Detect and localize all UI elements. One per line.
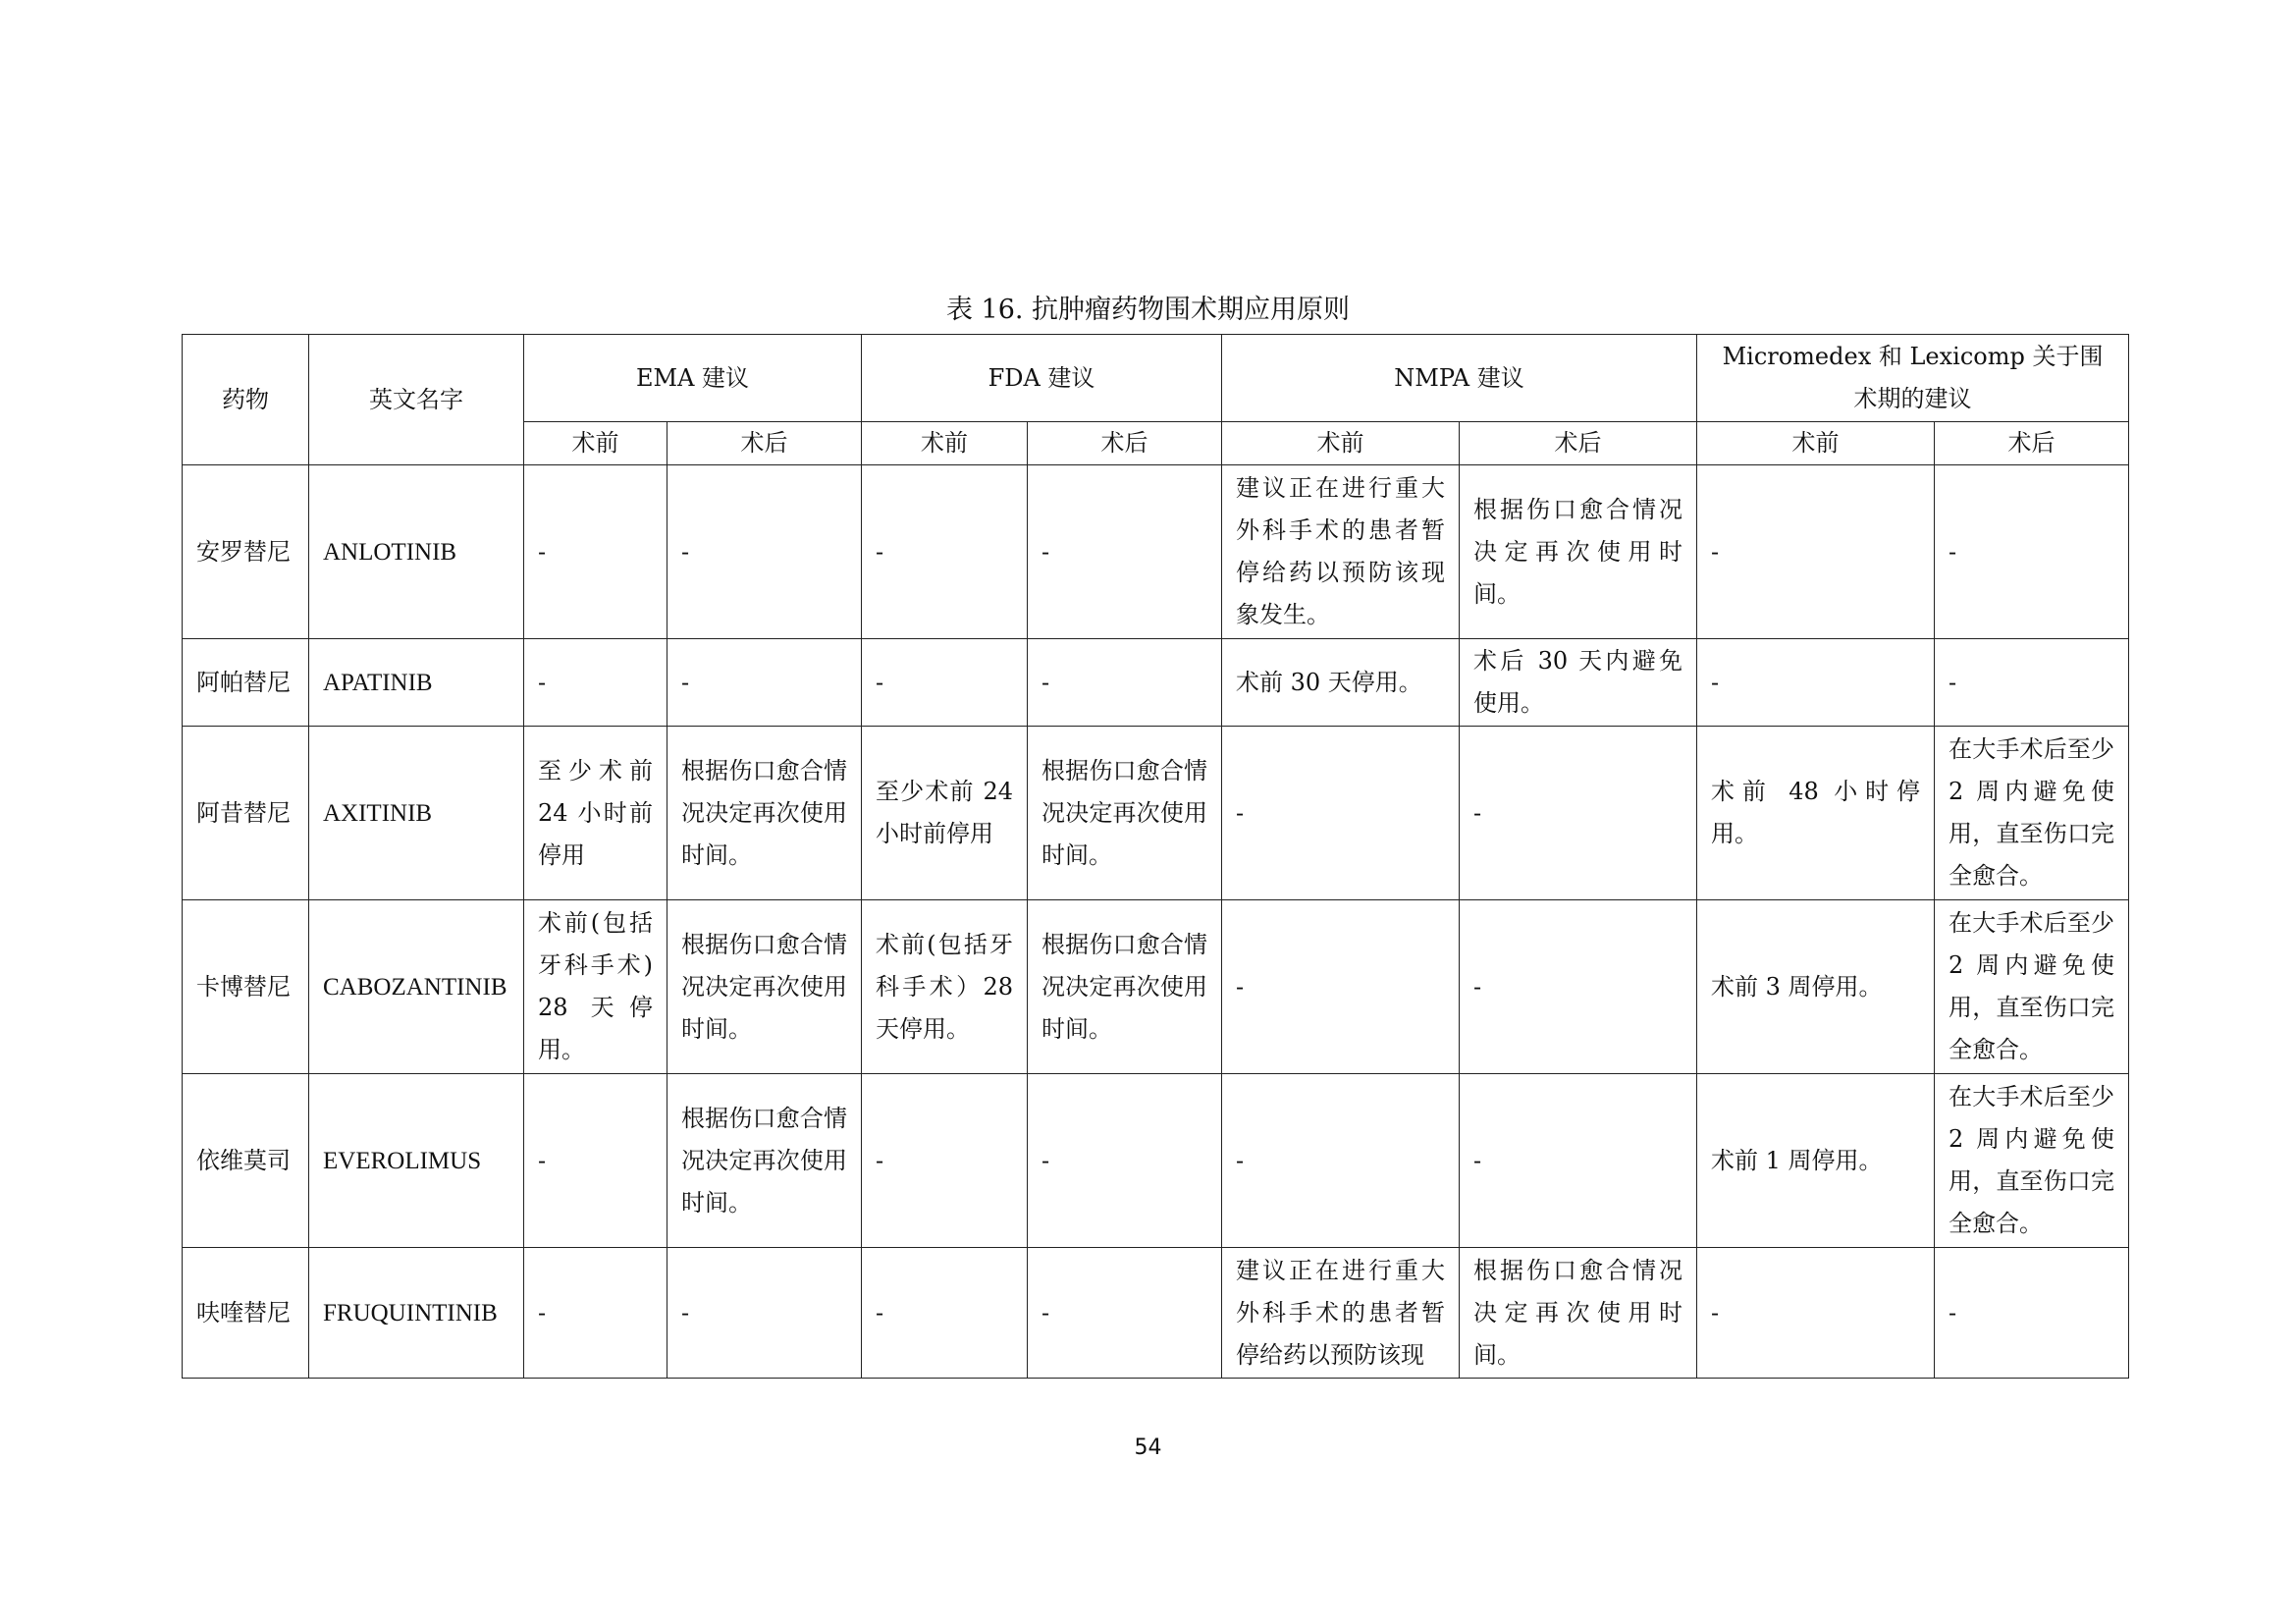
mm-post-cell: - xyxy=(1935,465,2129,639)
nmpa-post-cell: 根据伤口愈合情况决定再次使用时间。 xyxy=(1460,1248,1697,1379)
fda-pre-cell: 术前(包括牙科手术）28 天停用。 xyxy=(862,900,1028,1074)
nmpa-pre-cell: 术前 30 天停用。 xyxy=(1222,639,1460,727)
header-english-name: 英文名字 xyxy=(309,335,524,465)
subheader-nmpa-pre: 术前 xyxy=(1222,422,1460,465)
ema-post-cell: 根据伤口愈合情况决定再次使用时间。 xyxy=(667,1074,862,1248)
subheader-mm-post: 术后 xyxy=(1935,422,2129,465)
subheader-nmpa-post: 术后 xyxy=(1460,422,1697,465)
subheader-ema-pre: 术前 xyxy=(524,422,667,465)
fda-post-cell: - xyxy=(1028,1248,1222,1379)
table-row xyxy=(183,639,2129,727)
ema-pre-cell: 至少术前 24 小时前停用 xyxy=(524,727,667,900)
fda-pre-cell: - xyxy=(862,1248,1028,1379)
fda-pre-cell: - xyxy=(862,1074,1028,1248)
drug-cell: 呋喹替尼 xyxy=(183,1248,309,1379)
nmpa-pre-cell: - xyxy=(1222,900,1460,1074)
ema-post-cell: - xyxy=(667,639,862,727)
nmpa-post-cell: - xyxy=(1460,900,1697,1074)
header-drug: 药物 xyxy=(183,335,309,465)
mm-post-cell: 在大手术后至少 2 周内避免使用，直至伤口完全愈合。 xyxy=(1935,900,2129,1074)
english-name-cell: FRUQUINTINIB xyxy=(309,1248,524,1379)
drug-cell: 安罗替尼 xyxy=(183,465,309,639)
fda-post-cell: 根据伤口愈合情况决定再次使用时间。 xyxy=(1028,900,1222,1074)
nmpa-pre-cell: - xyxy=(1222,727,1460,900)
ema-post-cell: - xyxy=(667,1248,862,1379)
header-nmpa: NMPA 建议 xyxy=(1222,335,1697,422)
table-row xyxy=(183,1248,2129,1379)
subheader-fda-post: 术后 xyxy=(1028,422,1222,465)
ema-post-cell: - xyxy=(667,465,862,639)
ema-pre-cell: - xyxy=(524,1074,667,1248)
mm-pre-cell: - xyxy=(1697,465,1935,639)
subheader-mm-pre: 术前 xyxy=(1697,422,1935,465)
fda-post-cell: - xyxy=(1028,639,1222,727)
english-name-cell: CABOZANTINIB xyxy=(309,900,524,1074)
perioperative-table xyxy=(182,334,2129,1379)
table-row xyxy=(183,1074,2129,1248)
fda-pre-cell: - xyxy=(862,465,1028,639)
table-row xyxy=(183,727,2129,900)
table-row xyxy=(183,465,2129,639)
fda-pre-cell: 至少术前 24 小时前停用 xyxy=(862,727,1028,900)
ema-pre-cell: - xyxy=(524,1248,667,1379)
subheader-ema-post: 术后 xyxy=(667,422,862,465)
english-name-cell: APATINIB xyxy=(309,639,524,727)
mm-pre-cell: 术前 1 周停用。 xyxy=(1697,1074,1935,1248)
mm-pre-cell: - xyxy=(1697,639,1935,727)
drug-cell: 阿帕替尼 xyxy=(183,639,309,727)
nmpa-post-cell: 根据伤口愈合情况决定再次使用时间。 xyxy=(1460,465,1697,639)
nmpa-post-cell: - xyxy=(1460,1074,1697,1248)
fda-post-cell: - xyxy=(1028,465,1222,639)
ema-post-cell: 根据伤口愈合情况决定再次使用时间。 xyxy=(667,900,862,1074)
nmpa-pre-cell: 建议正在进行重大外科手术的患者暂停给药以预防该现 xyxy=(1222,1248,1460,1379)
nmpa-post-cell: - xyxy=(1460,727,1697,900)
page-number: 54 xyxy=(1134,1435,1162,1460)
header-fda: FDA 建议 xyxy=(862,335,1222,422)
drug-cell: 阿昔替尼 xyxy=(183,727,309,900)
mm-pre-cell: 术前 3 周停用。 xyxy=(1697,900,1935,1074)
mm-pre-cell: - xyxy=(1697,1248,1935,1379)
fda-post-cell: 根据伤口愈合情况决定再次使用时间。 xyxy=(1028,727,1222,900)
fda-post-cell: - xyxy=(1028,1074,1222,1248)
english-name-cell: AXITINIB xyxy=(309,727,524,900)
ema-pre-cell: - xyxy=(524,465,667,639)
fda-pre-cell: - xyxy=(862,639,1028,727)
mm-post-cell: - xyxy=(1935,639,2129,727)
drug-cell: 依维莫司 xyxy=(183,1074,309,1248)
ema-pre-cell: - xyxy=(524,639,667,727)
mm-post-cell: 在大手术后至少 2 周内避免使用，直至伤口完全愈合。 xyxy=(1935,1074,2129,1248)
table-caption: 表 16. 抗肿瘤药物围术期应用原则 xyxy=(945,295,1351,325)
table-row xyxy=(183,900,2129,1074)
english-name-cell: EVEROLIMUS xyxy=(309,1074,524,1248)
ema-post-cell: 根据伤口愈合情况决定再次使用时间。 xyxy=(667,727,862,900)
header-row xyxy=(183,335,2129,422)
nmpa-post-cell: 术后 30 天内避免使用。 xyxy=(1460,639,1697,727)
ema-pre-cell: 术前(包括牙科手术) 28 天停用。 xyxy=(524,900,667,1074)
subheader-fda-pre: 术前 xyxy=(862,422,1028,465)
nmpa-pre-cell: 建议正在进行重大外科手术的患者暂停给药以预防该现象发生。 xyxy=(1222,465,1460,639)
mm-post-cell: - xyxy=(1935,1248,2129,1379)
header-ema: EMA 建议 xyxy=(524,335,862,422)
mm-post-cell: 在大手术后至少 2 周内避免使用，直至伤口完全愈合。 xyxy=(1935,727,2129,900)
drug-cell: 卡博替尼 xyxy=(183,900,309,1074)
mm-pre-cell: 术前 48 小时停用。 xyxy=(1697,727,1935,900)
header-micromedex: Micromedex 和 Lexicomp 关于围术期的建议 xyxy=(1697,335,2129,422)
english-name-cell: ANLOTINIB xyxy=(309,465,524,639)
nmpa-pre-cell: - xyxy=(1222,1074,1460,1248)
